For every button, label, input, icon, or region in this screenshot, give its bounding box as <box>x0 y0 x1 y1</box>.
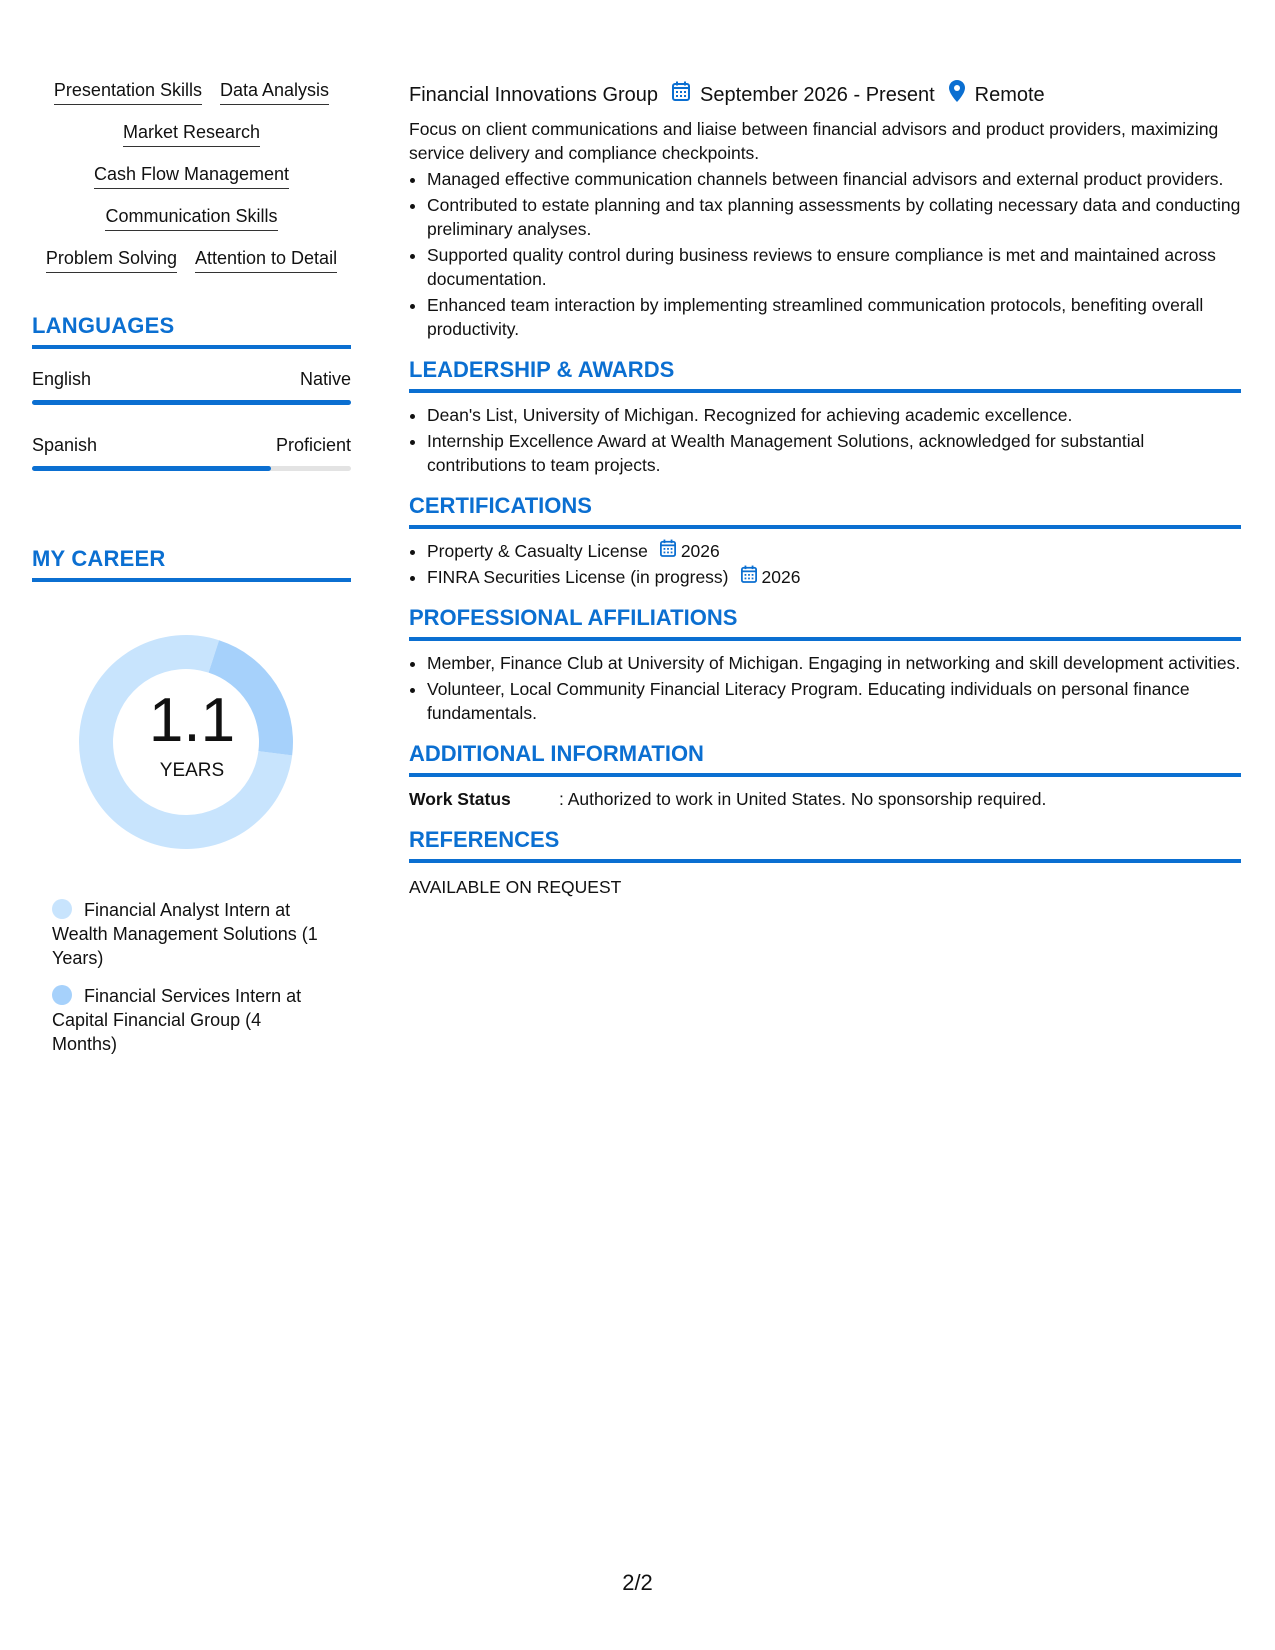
certifications-list <box>409 539 1241 589</box>
language-level: Native <box>299 369 351 389</box>
skill-tag: Attention to Detail <box>195 248 337 273</box>
certification-year: 2026 <box>680 541 720 561</box>
certifications-heading: CERTIFICATIONS <box>409 493 1241 529</box>
references-heading: REFERENCES <box>409 827 1241 863</box>
languages-heading: LANGUAGES <box>32 313 351 349</box>
career-heading: MY CAREER <box>32 546 351 582</box>
language-bar-fill <box>32 400 351 405</box>
job-header <box>409 80 1241 109</box>
certification-item <box>427 565 1241 589</box>
language-item <box>32 369 351 405</box>
sidebar <box>32 80 351 1070</box>
language-bar-fill <box>32 466 271 471</box>
skill-tag: Data Analysis <box>220 80 329 105</box>
job-dates: September 2026 - Present <box>700 83 935 106</box>
list-item: • Managed effective communication channels between financial advisors and external product providers. <box>427 167 1241 191</box>
skill-tag: Presentation Skills <box>54 80 202 105</box>
work-status-value: : Authorized to work in United States. No sponsorship required. <box>559 789 1047 809</box>
legend-label: Financial Services Intern at Capital Financial Group (4 Months) <box>52 986 302 1054</box>
work-status-row <box>409 787 1241 811</box>
job-bullets <box>409 167 1241 341</box>
calendar-icon <box>660 539 676 563</box>
career-total-unit: YEARS <box>159 760 225 781</box>
skill-row <box>32 122 351 147</box>
certification-name: • Property & Casualty License <box>427 541 648 561</box>
list-item: • Member, Finance Club at University of Michigan. Engaging in networking and skill development activities. <box>427 651 1241 675</box>
legend-item <box>52 984 322 1056</box>
main-content <box>409 80 1241 899</box>
language-bar <box>32 400 351 405</box>
career-donut <box>32 622 352 862</box>
additional-info-heading: ADDITIONAL INFORMATION <box>409 741 1241 777</box>
languages-section <box>32 313 351 471</box>
career-total-value: 1.1 <box>148 686 236 755</box>
calendar-icon <box>672 81 690 108</box>
language-name: English <box>32 369 92 389</box>
skill-row <box>32 248 351 273</box>
skill-tag: Cash Flow Management <box>94 164 289 189</box>
company-name: Financial Innovations Group <box>409 83 659 106</box>
job-location: Remote <box>974 83 1045 106</box>
affiliations-list <box>409 651 1241 725</box>
list-item: • Enhanced team interaction by implementing streamlined communication protocols, benefiting overall productivity. <box>427 293 1241 341</box>
career-section <box>32 546 351 1056</box>
language-name: Spanish <box>32 435 98 455</box>
legend-dot <box>52 985 72 1005</box>
language-level: Proficient <box>275 435 351 455</box>
skill-tag: Problem Solving <box>46 248 177 273</box>
skill-row <box>32 164 351 189</box>
list-item: • Contributed to estate planning and tax planning assessments by collating necessary data and conducting preliminary analyses. <box>427 193 1241 241</box>
job-summary: Focus on client communications and liaise between financial advisors and product providers, maximizing service delivery and compliance checkpoints. <box>409 119 1219 163</box>
legend-item <box>52 898 322 970</box>
affiliations-heading: PROFESSIONAL AFFILIATIONS <box>409 605 1241 641</box>
language-item <box>32 435 351 471</box>
list-item: • Dean's List, University of Michigan. Recognized for achieving academic excellence. <box>427 403 1241 427</box>
list-item: • Volunteer, Local Community Financial Literacy Program. Educating individuals on personal finance fundamentals. <box>427 677 1241 725</box>
skill-tag: Market Research <box>123 122 260 147</box>
list-item: • Supported quality control during business reviews to ensure compliance is met and maintained across documentation. <box>427 243 1241 291</box>
language-bar <box>32 466 351 471</box>
leadership-heading: LEADERSHIP & AWARDS <box>409 357 1241 393</box>
legend-dot <box>52 899 72 919</box>
references-text: AVAILABLE ON REQUEST <box>409 877 622 897</box>
leadership-list <box>409 403 1241 477</box>
certification-year: 2026 <box>761 567 801 587</box>
calendar-icon <box>741 565 757 589</box>
career-legend <box>32 898 322 1056</box>
skill-tag: Communication Skills <box>105 206 277 231</box>
work-status-label: Work Status <box>409 789 511 809</box>
skills-list <box>32 80 351 273</box>
certification-name: • FINRA Securities License (in progress) <box>427 567 729 587</box>
skill-row <box>32 80 351 105</box>
legend-label: Financial Analyst Intern at Wealth Management Solutions (1 Years) <box>52 900 318 968</box>
certification-item <box>427 539 1241 563</box>
page-number: 2/2 <box>622 1570 653 1595</box>
location-pin-icon <box>949 80 965 109</box>
skill-row <box>32 206 351 231</box>
list-item: • Internship Excellence Award at Wealth Management Solutions, acknowledged for substantial contributions to team projects. <box>427 429 1241 477</box>
